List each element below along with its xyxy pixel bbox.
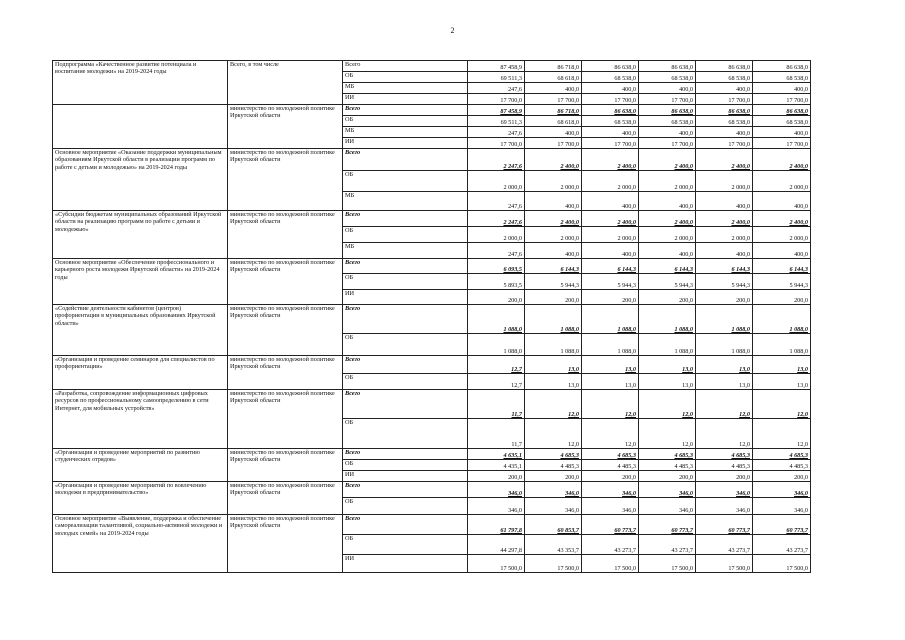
amount-cell: 2 000,0 (582, 171, 639, 192)
amount-cell: 2 000,0 (639, 227, 696, 243)
amount-cell: 400,0 (525, 192, 582, 211)
measure-name-cell: Основное мероприятие «Выявление, поддержка и обеспечение самореализации талантливой, социально-активной молодежи и молодых семей» на 2019-2024 годы (53, 515, 228, 573)
funding-source-cell: ОБ (343, 535, 468, 555)
amount-cell: 2 247,6 (468, 211, 525, 227)
amount-cell: 2 000,0 (468, 171, 525, 192)
amount-cell: 17 500,0 (639, 555, 696, 573)
amount-cell: 346,0 (696, 482, 753, 498)
amount-cell: 13,0 (639, 374, 696, 390)
amount-cell: 13,0 (525, 356, 582, 374)
amount-cell: 400,0 (639, 243, 696, 259)
amount-cell: 6 144,3 (582, 259, 639, 274)
amount-cell: 346,0 (525, 498, 582, 515)
amount-cell: 69 511,3 (468, 72, 525, 83)
amount-cell: 17 700,0 (696, 94, 753, 105)
amount-cell: 86 638,0 (582, 61, 639, 72)
amount-cell: 17 500,0 (468, 555, 525, 573)
measure-name-cell: Основное мероприятие «Оказание поддержки муниципальным образованиям Иркутской области в реализации программ по работе с детьми и молодежью» на 2019-2024 годы (53, 149, 228, 211)
amount-cell: 17 700,0 (525, 94, 582, 105)
amount-cell: 43 273,7 (696, 535, 753, 555)
measure-name-cell (53, 105, 228, 149)
funding-source-cell: ИИ (343, 290, 468, 305)
amount-cell: 1 088,0 (753, 305, 811, 334)
amount-cell: 17 500,0 (525, 555, 582, 573)
funding-source-cell: ОБ (343, 171, 468, 192)
funding-source-cell: ОБ (343, 460, 468, 471)
amount-cell: 2 000,0 (525, 171, 582, 192)
amount-cell: 2 000,0 (753, 171, 811, 192)
table-row (53, 211, 811, 227)
amount-cell: 5 944,3 (639, 274, 696, 290)
amount-cell: 200,0 (696, 471, 753, 482)
page-number: 2 (450, 26, 455, 35)
amount-cell: 60 773,7 (696, 515, 753, 535)
amount-cell: 4 485,3 (525, 460, 582, 471)
amount-cell: 4 485,3 (639, 460, 696, 471)
amount-cell: 13,0 (753, 374, 811, 390)
amount-cell: 346,0 (468, 498, 525, 515)
amount-cell: 200,0 (468, 471, 525, 482)
amount-cell: 200,0 (525, 290, 582, 305)
amount-cell: 1 088,0 (468, 305, 525, 334)
amount-cell: 5 944,3 (753, 274, 811, 290)
amount-cell: 68 538,0 (582, 72, 639, 83)
amount-cell: 2 000,0 (753, 227, 811, 243)
amount-cell: 13,0 (696, 374, 753, 390)
funding-source-cell: ИИ (343, 94, 468, 105)
amount-cell: 400,0 (525, 83, 582, 94)
amount-cell: 43 273,7 (753, 535, 811, 555)
amount-cell: 346,0 (582, 498, 639, 515)
amount-cell: 247,6 (468, 83, 525, 94)
amount-cell: 400,0 (582, 127, 639, 138)
amount-cell: 2 000,0 (582, 227, 639, 243)
amount-cell: 200,0 (753, 471, 811, 482)
table-row (53, 390, 811, 419)
amount-cell: 86 638,0 (582, 105, 639, 116)
funding-source-cell: МБ (343, 127, 468, 138)
amount-cell: 69 511,3 (468, 116, 525, 127)
amount-cell: 43 273,7 (582, 535, 639, 555)
amount-cell: 2 000,0 (468, 227, 525, 243)
amount-cell: 4 485,3 (582, 460, 639, 471)
amount-cell: 200,0 (696, 290, 753, 305)
executor-cell: министерство по молодежной политике Иркутской области (228, 211, 343, 259)
funding-source-cell: ОБ (343, 419, 468, 449)
amount-cell: 86 638,0 (753, 61, 811, 72)
executor-cell: министерство по молодежной политике Иркутской области (228, 515, 343, 573)
amount-cell: 1 088,0 (582, 334, 639, 356)
amount-cell: 11,7 (468, 419, 525, 449)
executor-cell: министерство по молодежной политике Иркутской области (228, 482, 343, 515)
amount-cell: 1 088,0 (639, 305, 696, 334)
amount-cell: 2 400,0 (582, 149, 639, 171)
amount-cell: 2 400,0 (525, 149, 582, 171)
amount-cell: 86 638,0 (696, 61, 753, 72)
table-row (53, 105, 811, 116)
amount-cell: 247,6 (468, 243, 525, 259)
amount-cell: 247,6 (468, 127, 525, 138)
amount-cell: 2 400,0 (582, 211, 639, 227)
funding-source-cell: ИИ (343, 471, 468, 482)
amount-cell: 86 638,0 (696, 105, 753, 116)
amount-cell: 86 718,0 (525, 61, 582, 72)
amount-cell: 13,0 (525, 374, 582, 390)
executor-cell: министерство по молодежной политике Иркутской области (228, 390, 343, 449)
amount-cell: 4 635,1 (468, 449, 525, 460)
amount-cell: 400,0 (753, 127, 811, 138)
amount-cell: 5 944,3 (582, 274, 639, 290)
amount-cell: 200,0 (753, 290, 811, 305)
amount-cell: 68 538,0 (696, 72, 753, 83)
amount-cell: 200,0 (582, 471, 639, 482)
table-row (53, 61, 811, 72)
amount-cell: 4 685,3 (696, 449, 753, 460)
amount-cell: 13,0 (582, 374, 639, 390)
amount-cell: 11,7 (468, 390, 525, 419)
amount-cell: 346,0 (639, 498, 696, 515)
amount-cell: 68 538,0 (753, 72, 811, 83)
amount-cell: 17 700,0 (639, 94, 696, 105)
funding-source-cell: ОБ (343, 72, 468, 83)
amount-cell: 60 773,7 (582, 515, 639, 535)
amount-cell: 13,0 (639, 356, 696, 374)
amount-cell: 17 700,0 (753, 94, 811, 105)
amount-cell: 68 538,0 (696, 116, 753, 127)
amount-cell: 68 538,0 (582, 116, 639, 127)
amount-cell: 12,0 (525, 419, 582, 449)
executor-cell: министерство по молодежной политике Иркутской области (228, 259, 343, 305)
amount-cell: 5 893,5 (468, 274, 525, 290)
amount-cell: 200,0 (639, 290, 696, 305)
amount-cell: 200,0 (582, 290, 639, 305)
amount-cell: 12,7 (468, 356, 525, 374)
table-row (53, 259, 811, 274)
table-row (53, 482, 811, 498)
amount-cell: 68 538,0 (753, 116, 811, 127)
amount-cell: 5 944,3 (525, 274, 582, 290)
amount-cell: 4 485,3 (696, 460, 753, 471)
funding-source-cell: Всего (343, 211, 468, 227)
amount-cell: 12,0 (696, 419, 753, 449)
amount-cell: 17 700,0 (639, 138, 696, 149)
amount-cell: 2 400,0 (639, 149, 696, 171)
amount-cell: 44 297,8 (468, 535, 525, 555)
measure-name-cell: Основное мероприятие «Обеспечение профессионального и карьерного роста молодежи Иркутской области» на 2019-2024 годы (53, 259, 228, 305)
amount-cell: 60 773,7 (639, 515, 696, 535)
amount-cell: 400,0 (696, 83, 753, 94)
measure-name-cell: «Субсидии бюджетам муниципальных образований Иркутской области на реализацию программ по работе с детьми и молодежью» (53, 211, 228, 259)
amount-cell: 17 700,0 (753, 138, 811, 149)
amount-cell: 86 638,0 (639, 61, 696, 72)
amount-cell: 2 000,0 (696, 171, 753, 192)
funding-source-cell: ОБ (343, 227, 468, 243)
amount-cell: 2 400,0 (696, 211, 753, 227)
amount-cell: 12,7 (468, 374, 525, 390)
amount-cell: 2 000,0 (525, 227, 582, 243)
amount-cell: 400,0 (582, 243, 639, 259)
funding-source-cell: ОБ (343, 334, 468, 356)
funding-source-cell: ОБ (343, 274, 468, 290)
amount-cell: 68 538,0 (639, 72, 696, 83)
amount-cell: 1 088,0 (525, 305, 582, 334)
amount-cell: 2 247,6 (468, 149, 525, 171)
measure-name-cell: «Организация и проведение семинаров для специалистов по профориентации» (53, 356, 228, 390)
amount-cell: 6 144,3 (696, 259, 753, 274)
amount-cell: 6 093,5 (468, 259, 525, 274)
amount-cell: 43 353,7 (525, 535, 582, 555)
amount-cell: 200,0 (525, 471, 582, 482)
amount-cell: 60 853,7 (525, 515, 582, 535)
executor-cell: министерство по молодежной политике Иркутской области (228, 305, 343, 356)
funding-source-cell: ОБ (343, 498, 468, 515)
amount-cell: 400,0 (696, 127, 753, 138)
amount-cell: 17 500,0 (696, 555, 753, 573)
funding-source-cell: Всего (343, 61, 468, 72)
amount-cell: 400,0 (696, 192, 753, 211)
funding-source-cell: Всего (343, 449, 468, 460)
amount-cell: 1 088,0 (525, 334, 582, 356)
executor-cell: министерство по молодежной политике Иркутской области (228, 449, 343, 482)
amount-cell: 1 088,0 (696, 334, 753, 356)
amount-cell: 400,0 (639, 83, 696, 94)
measure-name-cell: «Организация и проведение мероприятий по развитию студенческих отрядов» (53, 449, 228, 482)
amount-cell: 61 797,8 (468, 515, 525, 535)
funding-source-cell: МБ (343, 192, 468, 211)
amount-cell: 4 685,3 (525, 449, 582, 460)
amount-cell: 17 500,0 (582, 555, 639, 573)
amount-cell: 12,0 (525, 390, 582, 419)
table-row (53, 356, 811, 374)
amount-cell: 400,0 (525, 243, 582, 259)
amount-cell: 2 000,0 (696, 227, 753, 243)
amount-cell: 200,0 (468, 290, 525, 305)
amount-cell: 400,0 (753, 83, 811, 94)
amount-cell: 68 538,0 (639, 116, 696, 127)
amount-cell: 6 144,3 (753, 259, 811, 274)
amount-cell: 5 944,3 (696, 274, 753, 290)
funding-source-cell: ИИ (343, 138, 468, 149)
table-row (53, 449, 811, 460)
measure-name-cell: «Организация и проведение мероприятий по вовлечению молодежи в предпринимательство» (53, 482, 228, 515)
amount-cell: 17 700,0 (468, 94, 525, 105)
funding-source-cell: МБ (343, 243, 468, 259)
amount-cell: 12,0 (582, 419, 639, 449)
amount-cell: 400,0 (696, 243, 753, 259)
funding-source-cell: Всего (343, 515, 468, 535)
amount-cell: 400,0 (525, 127, 582, 138)
amount-cell: 13,0 (582, 356, 639, 374)
amount-cell: 2 400,0 (696, 149, 753, 171)
amount-cell: 13,0 (696, 356, 753, 374)
amount-cell: 4 685,3 (582, 449, 639, 460)
funding-source-cell: ИИ (343, 555, 468, 573)
table-row (53, 149, 811, 171)
amount-cell: 12,0 (639, 419, 696, 449)
amount-cell: 346,0 (696, 498, 753, 515)
amount-cell: 2 400,0 (753, 149, 811, 171)
amount-cell: 4 485,3 (753, 460, 811, 471)
amount-cell: 346,0 (753, 498, 811, 515)
amount-cell: 1 088,0 (639, 334, 696, 356)
amount-cell: 86 638,0 (753, 105, 811, 116)
amount-cell: 17 700,0 (582, 138, 639, 149)
amount-cell: 12,0 (696, 390, 753, 419)
amount-cell: 2 400,0 (525, 211, 582, 227)
amount-cell: 200,0 (639, 471, 696, 482)
executor-cell: министерство по молодежной политике Иркутской области (228, 149, 343, 211)
amount-cell: 2 000,0 (639, 171, 696, 192)
amount-cell: 4 435,1 (468, 460, 525, 471)
measure-name-cell: «Содействие деятельности кабинетов (центров) профориентации в муниципальных образованиях Иркутской области» (53, 305, 228, 356)
amount-cell: 12,0 (582, 390, 639, 419)
amount-cell: 1 088,0 (582, 305, 639, 334)
funding-source-cell: ОБ (343, 374, 468, 390)
executor-cell: министерство по молодежной политике Иркутской области (228, 356, 343, 390)
amount-cell: 4 685,3 (753, 449, 811, 460)
funding-source-cell: Всего (343, 259, 468, 274)
amount-cell: 68 618,0 (525, 72, 582, 83)
funding-source-cell: Всего (343, 482, 468, 498)
amount-cell: 346,0 (639, 482, 696, 498)
amount-cell: 346,0 (582, 482, 639, 498)
amount-cell: 1 088,0 (468, 334, 525, 356)
amount-cell: 17 700,0 (468, 138, 525, 149)
amount-cell: 17 700,0 (525, 138, 582, 149)
amount-cell: 12,0 (639, 390, 696, 419)
funding-source-cell: Всего (343, 105, 468, 116)
amount-cell: 2 400,0 (753, 211, 811, 227)
table-row (53, 515, 811, 535)
amount-cell: 247,6 (468, 192, 525, 211)
amount-cell: 17 700,0 (582, 94, 639, 105)
funding-source-cell: Всего (343, 356, 468, 374)
funding-source-cell: Всего (343, 305, 468, 334)
funding-source-cell: МБ (343, 83, 468, 94)
amount-cell: 4 685,3 (639, 449, 696, 460)
amount-cell: 12,0 (753, 390, 811, 419)
amount-cell: 87 458,9 (468, 61, 525, 72)
budget-table (52, 60, 811, 573)
funding-source-cell: ОБ (343, 116, 468, 127)
amount-cell: 346,0 (525, 482, 582, 498)
measure-name-cell: «Разработка, сопровождение информационных цифровых ресурсов по профессиональному самоопределению в сети Интернет, для мобильных устройств» (53, 390, 228, 449)
measure-name-cell: Подпрограмма «Качественное развитие потенциала и воспитание молодежи» на 2019-2024 годы (53, 61, 228, 105)
amount-cell: 1 088,0 (696, 305, 753, 334)
amount-cell: 346,0 (753, 482, 811, 498)
table-row (53, 305, 811, 334)
amount-cell: 68 618,0 (525, 116, 582, 127)
amount-cell: 13,0 (753, 356, 811, 374)
amount-cell: 86 638,0 (639, 105, 696, 116)
amount-cell: 2 400,0 (639, 211, 696, 227)
amount-cell: 400,0 (639, 192, 696, 211)
funding-source-cell: Всего (343, 390, 468, 419)
amount-cell: 400,0 (753, 243, 811, 259)
amount-cell: 43 273,7 (639, 535, 696, 555)
amount-cell: 400,0 (639, 127, 696, 138)
amount-cell: 17 500,0 (753, 555, 811, 573)
amount-cell: 400,0 (753, 192, 811, 211)
executor-cell: Всего, в том числе (228, 61, 343, 105)
amount-cell: 6 144,3 (525, 259, 582, 274)
funding-source-cell: Всего (343, 149, 468, 171)
amount-cell: 6 144,3 (639, 259, 696, 274)
amount-cell: 86 718,0 (525, 105, 582, 116)
amount-cell: 17 700,0 (696, 138, 753, 149)
amount-cell: 400,0 (582, 192, 639, 211)
executor-cell: министерство по молодежной политике Иркутской области (228, 105, 343, 149)
amount-cell: 1 088,0 (753, 334, 811, 356)
amount-cell: 400,0 (582, 83, 639, 94)
amount-cell: 60 773,7 (753, 515, 811, 535)
amount-cell: 87 458,9 (468, 105, 525, 116)
amount-cell: 12,0 (753, 419, 811, 449)
amount-cell: 346,0 (468, 482, 525, 498)
